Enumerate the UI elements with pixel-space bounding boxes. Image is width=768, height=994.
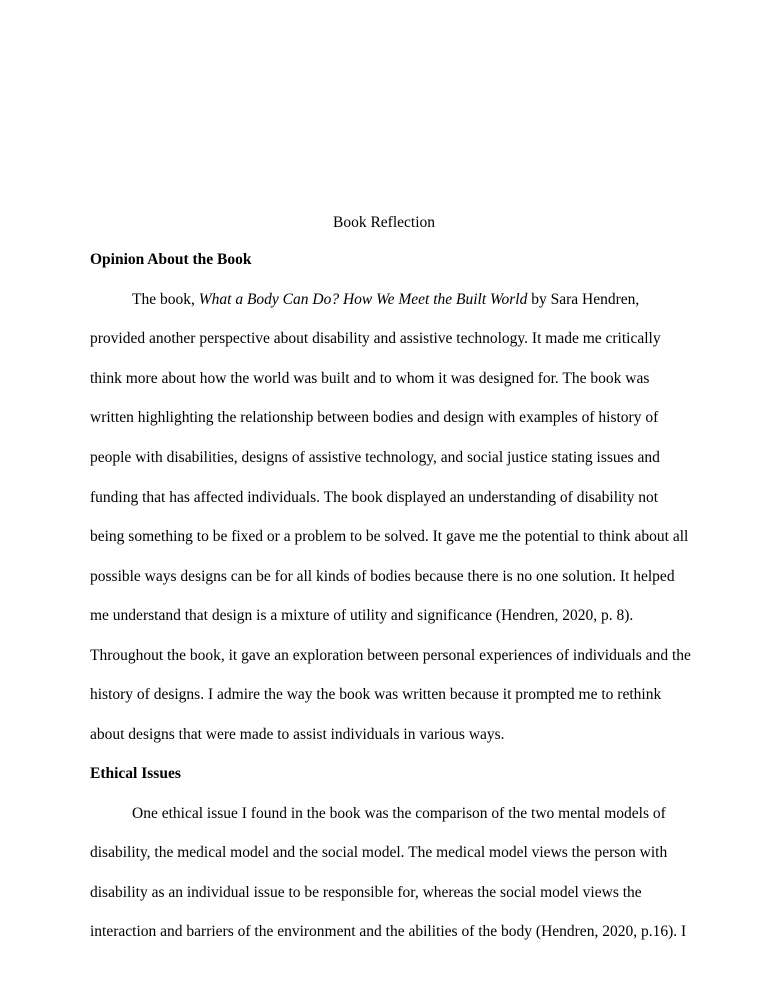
section-heading-ethical-issues: Ethical Issues <box>90 765 181 782</box>
paragraph-line: Throughout the book, it gave an exploration between personal experiences of individuals and the <box>90 647 691 664</box>
paragraph-line: One ethical issue I found in the book was the comparison of the two mental models of <box>132 805 666 822</box>
paragraph-line: disability, the medical model and the social model. The medical model views the person with <box>90 844 668 861</box>
document-title: Book Reflection <box>332 214 436 231</box>
paragraph-line: think more about how the world was built and to whom it was designed for. The book was <box>90 370 650 387</box>
paragraph-line: about designs that were made to assist individuals in various ways. <box>90 726 505 743</box>
paragraph-line: funding that has affected individuals. The book displayed an understanding of disability not <box>90 489 659 506</box>
paragraph-line: interaction and barriers of the environment and the abilities of the body (Hendren, 2020, p.16). I <box>90 923 687 940</box>
paragraph-line: possible ways designs can be for all kinds of bodies because there is no one solution. It helped <box>90 568 675 585</box>
paragraph-line: people with disabilities, designs of assistive technology, and social justice stating issues and <box>90 449 660 466</box>
text-segment: The book, <box>132 291 199 308</box>
text-segment: by Sara Hendren, <box>527 291 640 308</box>
section-heading-opinion: Opinion About the Book <box>90 251 252 268</box>
paragraph-line: provided another perspective about disability and assistive technology. It made me critically <box>90 330 661 347</box>
paragraph-line: being something to be fixed or a problem to be solved. It gave me the potential to think about all <box>90 528 689 545</box>
paragraph-line: me understand that design is a mixture of utility and significance (Hendren, 2020, p. 8). <box>90 607 634 624</box>
paragraph-line <box>132 288 639 312</box>
paragraph-line: disability as an individual issue to be responsible for, whereas the social model views the <box>90 884 642 901</box>
paragraph-line: written highlighting the relationship between bodies and design with examples of history of <box>90 409 659 426</box>
book-title-italic: What a Body Can Do? How We Meet the Built World <box>198 291 528 308</box>
paragraph-line: history of designs. I admire the way the book was written because it prompted me to rethink <box>90 686 662 703</box>
